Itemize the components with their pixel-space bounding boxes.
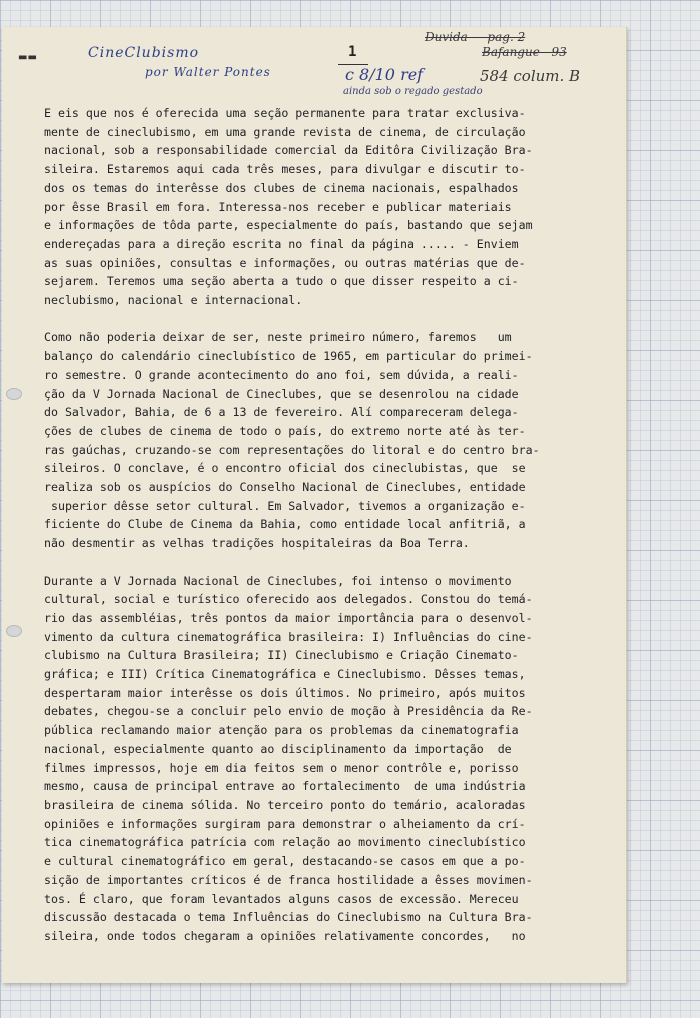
text-line: cultural, social e turístico oferecido aos delegados. Constou do temá- (44, 592, 533, 607)
margin-mark: ▬▬ (18, 52, 37, 63)
text-line: sejarem. Teremos uma seção aberta a tudo o que disser respeito a ci- (44, 274, 519, 289)
text-line: sileira, onde todos chegaram a opiniões relativamente concordes, no (44, 928, 526, 943)
text-line: superior dêsse setor cultural. Em Salvador, tivemos a organização e- (44, 498, 526, 513)
text-line: mente de cineclubismo, em uma grande revista de cinema, de circulação (44, 124, 526, 139)
text-line: pública reclamando maior atenção para os problemas da cinematografia (44, 723, 519, 738)
text-line: ro semestre. O grande acontecimento do ano foi, sem dúvida, a reali- (44, 367, 519, 382)
text-line: tos. É claro, que foram levantados alguns casos de excessão. Mereceu (44, 891, 519, 906)
text-line: E eis que nos é oferecida uma seção permanente para tratar exclusiva- (44, 106, 526, 120)
paragraph (44, 328, 584, 552)
handwritten-annotation: ainda sob o regado gestado (343, 86, 483, 97)
text-line: sileira. Estaremos aqui cada três meses, para divulgar e discutir to- (44, 162, 526, 177)
typed-body (44, 104, 584, 964)
handwritten-author: por Walter Pontes (145, 65, 271, 79)
text-line: filmes impressos, hoje em dia feitos sem o menor contrôle e, porisso (44, 760, 519, 775)
punch-hole (6, 388, 22, 400)
text-line: as suas opiniões, consultas e informações, ou outras matérias que de- (44, 255, 526, 270)
page-number: 1 (348, 44, 357, 60)
text-line: despertaram maior interêsse os dois últimos. No primeiro, após muitos (44, 685, 526, 700)
crossed-note: Bafangue - 93 (482, 45, 567, 59)
text-line: nacional, sob a responsabilidade comercial da Editôra Civilização Bra- (44, 143, 533, 158)
text-line: mesmo, causa de principal entrave ao fortalecimento de uma indústria (44, 779, 526, 794)
text-line: nacional, especialmente quanto ao disciplinamento da importação de (44, 741, 512, 756)
text-line: ras gaúchas, cruzando-se com representações do litoral e do centro bra- (44, 442, 540, 457)
text-line: vimento da cultura cinematográfica brasileira: I) Influências do cine- (44, 629, 533, 644)
paragraph (44, 104, 584, 310)
text-line: tica cinematográfica patrícia com relação ao movimento cineclubístico (44, 835, 526, 850)
text-line: sileiros. O conclave, é o encontro oficial dos cineclubistas, que se (44, 461, 526, 476)
text-line: brasileira de cinema sólida. No terceiro ponto do temário, acaloradas (44, 797, 526, 812)
text-line: Como não poderia deixar de ser, neste primeiro número, faremos um (44, 330, 512, 345)
punch-hole (6, 625, 22, 637)
text-line: ções de clubes de cinema de todo o país, do extremo norte até às ter- (44, 423, 526, 438)
text-line: realiza sob os auspícios do Conselho Nacional de Cineclubes, entidade (44, 480, 526, 495)
text-line: ficiente do Clube de Cinema da Bahia, como entidade local anfitriã, a (44, 517, 526, 532)
text-line: dos os temas do interêsse dos clubes de cinema nacionais, espalhados (44, 180, 519, 195)
text-line: não desmentir as velhas tradições hospitaleiras da Boa Terra. (44, 536, 470, 551)
text-line: e informações de tôda parte, especialmente do país, bastando que sejam (44, 218, 533, 233)
text-line: ção da V Jornada Nacional de Cineclubes, que se desenrolou na cidade (44, 386, 519, 401)
reference-note-secondary: 584 colum. B (480, 67, 581, 85)
text-line: e cultural cinematográfico em geral, destacando-se casos em que a po- (44, 854, 526, 869)
crossed-note: Duvida — pag. 2 (425, 30, 526, 44)
text-line: balanço do calendário cineclubístico de 1965, em particular do primei- (44, 349, 533, 364)
paragraph (44, 572, 584, 946)
text-line: rio das assembléias, três pontos da maior importância para o desenvol- (44, 610, 533, 625)
text-line: debates, chegou-se a concluir pelo envio de moção à Presidência da Re- (44, 704, 533, 719)
text-line: gráfica; e III) Crítica Cinematográfica e Cineclubismo. Dêsses temas, (44, 667, 526, 682)
text-line: sição de importantes críticos é de franca hostilidade a êsses movimen- (44, 872, 533, 887)
text-line: opiniões e informações surgiram para demonstrar o alheiamento da crí- (44, 816, 526, 831)
text-line: neclubismo, nacional e internacional. (44, 293, 303, 308)
text-line: endereçadas para a direção escrita no final da página ..... - Enviem (44, 236, 519, 251)
text-line: do Salvador, Bahia, de 6 a 13 de fevereiro. Alí compareceram delega- (44, 405, 519, 420)
text-line: clubismo na Cultura Brasileira; II) Cineclubismo e Criação Cinemato- (44, 648, 519, 663)
handwritten-title: CineClubismo (88, 45, 200, 61)
text-line: discussão destacada o tema Influências do Cineclubismo na Cultura Bra- (44, 910, 533, 925)
text-line: Durante a V Jornada Nacional de Cineclubes, foi intenso o movimento (44, 573, 512, 588)
text-line: por êsse Brasil em fora. Interessa-nos receber e publicar materiais (44, 199, 512, 214)
reference-note: c 8/10 ref (345, 65, 424, 84)
